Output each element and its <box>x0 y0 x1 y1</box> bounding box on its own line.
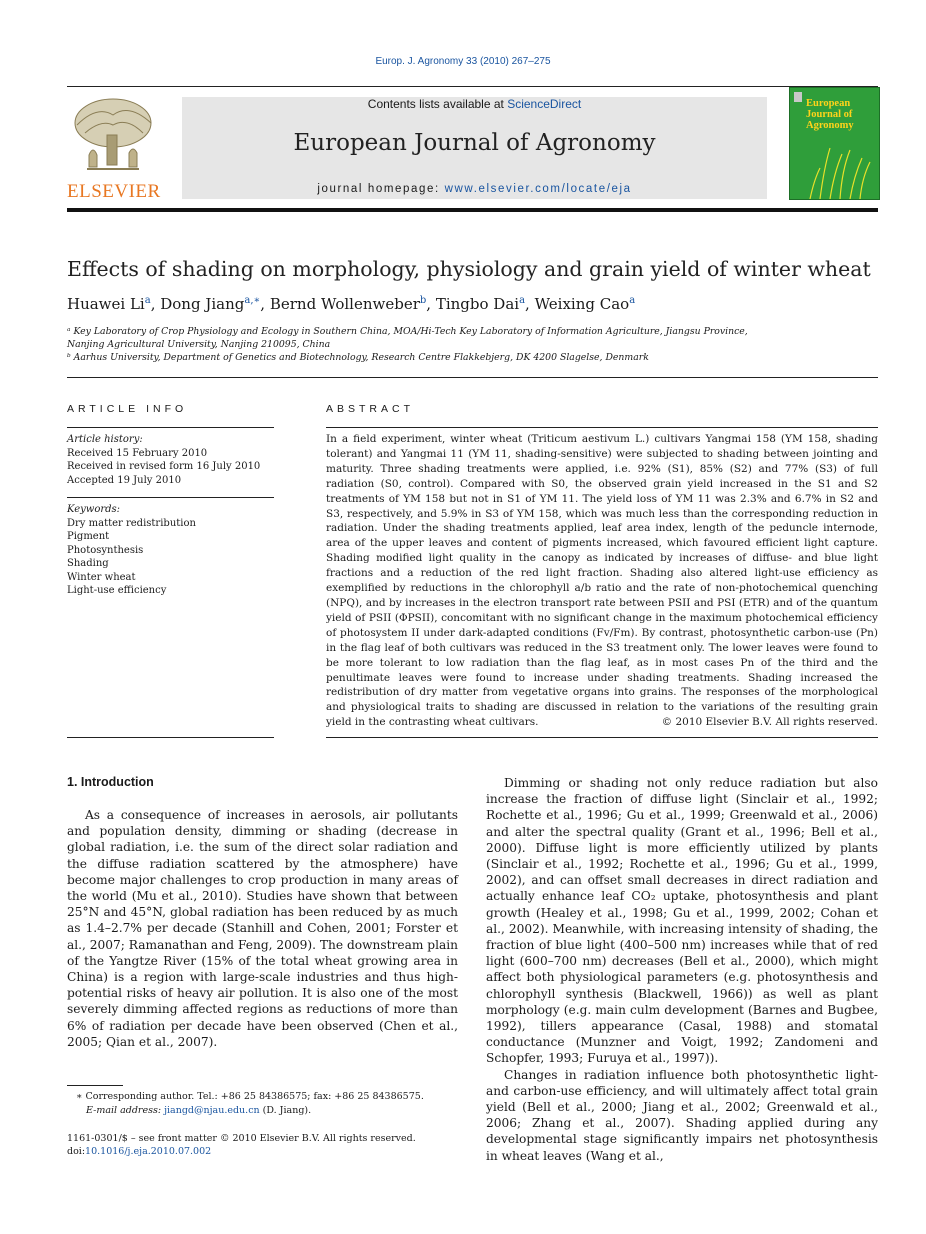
keyword: Winter wheat <box>67 571 136 583</box>
author-name: Huawei Li <box>67 295 145 313</box>
journal-homepage <box>182 183 767 195</box>
history-label: Article history: <box>67 434 143 445</box>
journal-reference[interactable]: Europ. J. Agronomy 33 (2010) 267–275 <box>375 56 551 67</box>
homepage-link[interactable]: www.elsevier.com/locate/eja <box>444 183 632 195</box>
intro-right-column <box>486 775 878 1164</box>
author-name: Dong Jiang <box>160 295 245 313</box>
author-affiliation-marker[interactable]: b <box>419 295 427 306</box>
publisher-name: ELSEVIER <box>67 181 161 202</box>
keyword: Light-use efficiency <box>67 585 167 596</box>
keyword: Dry matter redistribution <box>67 517 196 529</box>
author-name: Weixing Cao <box>534 295 630 313</box>
elsevier-tree-icon <box>67 95 159 175</box>
author-name: Tingbo Dai <box>435 295 520 313</box>
contents-line <box>182 97 767 111</box>
author-affiliation-marker[interactable]: a,∗ <box>244 295 261 306</box>
masthead-rule <box>67 208 878 212</box>
article-title: Effects of shading on morphology, physiology and grain yield of winter wheat <box>67 257 871 281</box>
author-name: Bernd Wollenweber <box>269 295 420 313</box>
author-affiliation-marker[interactable]: a <box>144 295 151 306</box>
keywords-rule <box>67 497 274 498</box>
doi-line <box>67 1145 467 1158</box>
affiliation: ᵃ Key Laboratory of Crop Physiology and Ecology in Southern China, MOA/Hi-Tech Key Laboratory of Information Agriculture, Jiangsu Province, <box>67 326 748 337</box>
title-block-rule <box>67 377 878 378</box>
author-affiliation-marker[interactable]: a <box>519 295 526 306</box>
author-list: Huawei Li$^a$, Dong Jiang$^{a,∗}$, Bernd Wollenweber$^b$, Tingbo Dai$^a$, Weixing Cao$^a$ <box>67 295 636 313</box>
doi-link[interactable]: 10.1016/j.eja.2010.07.002 <box>85 1146 212 1157</box>
contents-prefix: Contents lists available at <box>367 97 508 111</box>
article-history <box>67 433 274 487</box>
homepage-label: journal homepage: <box>317 183 445 195</box>
history-item: Accepted 19 July 2010 <box>67 474 182 486</box>
email-link[interactable]: jiangd@njau.edu.cn <box>164 1105 260 1116</box>
keyword: Shading <box>67 558 109 569</box>
header-rule <box>67 86 878 87</box>
sciencedirect-link[interactable]: ScienceDirect <box>507 97 582 111</box>
affiliation: ᵇ Aarhus University, Department of Genetics and Biotechnology, Research Centre Flakkebjerg, DK 4200 Slagelse, Denmark <box>67 352 649 363</box>
article-info-bottom-rule <box>67 737 274 738</box>
email-label: E-mail address: <box>86 1105 165 1116</box>
footnote-rule <box>67 1085 123 1086</box>
paragraph: Dimming or shading not only reduce radiation but also increase the fraction of diffuse light (Sinclair et al., 1992; Rochette et al., 1996; Gu et al., 1999; Greenwald et al., 2006) and alter the spectral quality (Grant et al., 1996; Bell et al., 2000). Diffuse light is more efficiently utilized by plants (Sinclair et al., 1992; Rochette et al., 1996; Gu et al., 1999, 2002), and can offset small decreases in direct radiation and actually enhance leaf CO₂ uptake, photosynthesis and plant growth (Healey et al., 1998; Gu et al., 1999, 2002; Cohan et al., 2002). Meanwhile, with increasing intensity of shading, the fraction of blue light (400–500 nm) increases while that of red light (600–700 nm) decreases (Bell et al., 2000), which might affect both physiological parameters (e.g. photosynthesis and chlorophyll synthesis (Blackwell, 1966)) as well as plant morphology (e.g. main culm development (Barnes and Bugbee, 1992), tillers appearance (Casal, 1988) and stomatal conductance (Munzner and Voigt, 1992; Zandomeni and Schopfer, 1993; Furuya et al., 1997)). <box>486 776 878 1066</box>
article-info-heading: ARTICLE INFO <box>67 403 188 415</box>
introduction-heading: 1. Introduction <box>67 775 154 789</box>
affiliation: Nanjing Agricultural University, Nanjing 210095, China <box>67 339 331 350</box>
corresponding-author-note: ∗ Corresponding author. Tel.: +86 25 84386575; fax: +86 25 84386575. <box>76 1091 424 1102</box>
abstract-heading: ABSTRACT <box>326 403 415 415</box>
keyword: Pigment <box>67 531 110 542</box>
abstract-rule <box>326 427 878 428</box>
paragraph: Changes in radiation influence both photosynthetic light- and carbon-use efficiency, and will ultimately affect total grain yield (Bell et al., 2000; Jiang et al., 2002; Greenwald et al., 2006; Zhang et al., 2007). Shading applied during any developmental stage significantly impairs net photosynthesis in wheat leaves (Wang et al., <box>486 1067 878 1163</box>
keyword: Photosynthesis <box>67 544 144 556</box>
paragraph: As a consequence of increases in aerosols, air pollutants and population density, dimming or shading (decrease in global radiation, i.e. the sum of the direct solar radiation and the diffuse radiation scattered by the atmosphere) have become major challenges to crop production in many areas of the world (Mu et al., 2010). Studies have shown that between 25°N and 45°N, global radiation has been reduced by as much as 1.4–2.7% per decade (Stanhill and Cohen, 2001; Forster et al., 2007; Ramanathan and Feng, 2009). The downstream plain of the Yangtze River (15% of the total wheat growing area in China) is a region with large-scale industries and thus high-potential risks of heavy air pollution. It is also one of the most severely dimming affected regions as reductions of more than 6% of radiation per decade have been observed (Chen et al., 2005; Qian et al., 2007). <box>67 808 458 1049</box>
author-affiliation-marker[interactable]: a <box>629 295 636 306</box>
journal-cover <box>789 87 880 200</box>
article-info-rule <box>67 427 274 428</box>
abstract-body: In a field experiment, winter wheat (Triticum aestivum L.) cultivars Yangmai 158 (YM 158, shading tolerant) and Yangmai 11 (YM 11, shading-sensitive) were subjected to shading between jointing and maturity. Three shading treatments were applied, i.e. 92% (S1), 85% (S2) and 77% (S3) of full radiation (S0, control). Compared with S0, the observed grain yield increased in the S1 and S2 treatments of YM 158 but not in S1 of YM 11. The yield loss of YM 11 was 2.3% and 6.7% in S2 and S3, respectively, and 5.9% in S3 of YM 158, which was much less than the corresponding reduction in radiation. Under the shading treatments applied, leaf area index, length of the peduncle internode, area of the upper leaves and content of pigments increased, which favoured efficient light capture. Shading modified light quality in the canopy as indicated by increases of diffuse- and blue light fractions and a reduction of the red light fraction. Shading also altered light-use efficiency as exemplified by reductions in the chlorophyll a/b ratio and the rate of non-photochemical quenching (NPQ), and by increases in the electron transport rate between PSII and PSI (ETR) and of the quantum yield of PSII (ΦPSII), concomitant with no significant change in the maximum photochemical efficiency of photosystem II under dark-adapted conditions (Fv/Fm). By contrast, photosynthetic carbon-use (Pn) in the flag leaf of both cultivars was reduced in the S3 treatment only. The lower leaves were found to be more tolerant to low radiation than the flag leaf, as in most cases Pn of the third and the penultimate leaves were found to increase under shading treatments. Shading increased the redistribution of dry matter from vegetative organs into grains. The responses of the morphological and physiological traits to shading are discussed in relation to the variations of the resulting grain yield in the contrasting wheat cultivars. <box>326 433 878 729</box>
history-item: Received 15 February 2010 <box>67 447 208 459</box>
history-item: Received in revised form 16 July 2010 <box>67 461 261 472</box>
keywords-block <box>67 503 274 598</box>
keywords-label: Keywords: <box>67 504 121 515</box>
cover-title: European Journal of Agronomy <box>806 98 854 131</box>
intro-left-column <box>67 807 458 1050</box>
issn-line: 1161-0301/$ – see front matter © 2010 Elsevier B.V. All rights reserved. <box>67 1133 416 1144</box>
email-suffix: (D. Jiang). <box>259 1105 312 1116</box>
email-note <box>86 1104 486 1117</box>
abstract-bottom-rule <box>326 737 878 738</box>
elsevier-logo <box>67 95 159 200</box>
journal-title: European Journal of Agronomy <box>293 130 656 156</box>
doi-label: doi: <box>67 1146 86 1157</box>
copyright-notice: © 2010 Elsevier B.V. All rights reserved. <box>661 716 878 728</box>
